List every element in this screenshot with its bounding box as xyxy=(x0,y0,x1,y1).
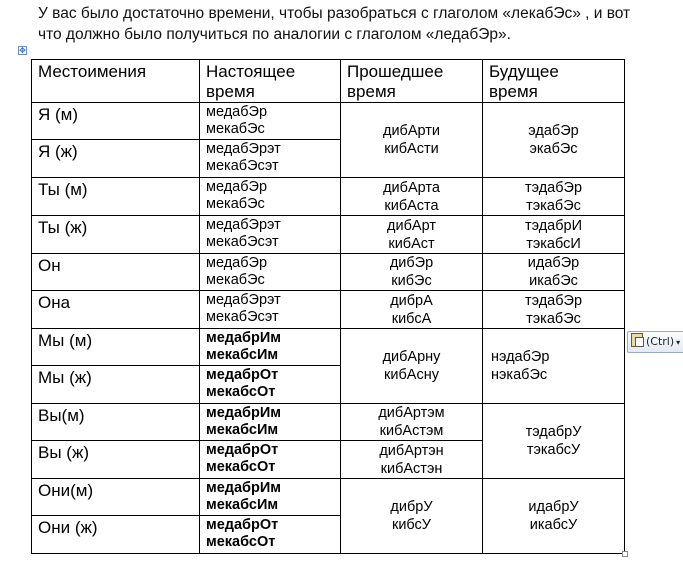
pronoun-label: Он xyxy=(38,256,61,275)
future-form: идабрУ xyxy=(528,499,579,515)
future-form: тэкабЭс xyxy=(526,197,581,214)
past-form: дибАрну xyxy=(382,349,441,365)
present-form: медабЭр xyxy=(206,179,268,195)
present-cell xyxy=(200,254,341,291)
past-cell-on xyxy=(341,254,483,291)
past-form: кибсУ xyxy=(391,517,432,533)
header-present-line-2: время xyxy=(206,82,255,101)
present-cell xyxy=(200,366,341,404)
pronoun-cell xyxy=(32,404,200,441)
present-cell xyxy=(200,479,341,516)
header-pronoun-label: Местоимения xyxy=(38,62,147,81)
present-form: мекабсИм xyxy=(206,497,279,513)
past-form: кибсА xyxy=(391,310,432,327)
pronoun-cell xyxy=(32,140,200,178)
table-row xyxy=(32,254,625,291)
past-form: дибАртэн xyxy=(379,442,444,459)
intro-line-1: У вас было достаточно времени, чтобы разобраться с глаголом «лекабЭс» , и вот xyxy=(38,5,631,22)
table-row xyxy=(32,103,625,140)
pronoun-cell xyxy=(32,103,200,140)
past-cell-vy-f xyxy=(341,441,483,479)
table-row xyxy=(32,479,625,516)
pronoun-cell xyxy=(32,216,200,254)
past-form: кибАстэм xyxy=(379,423,444,439)
future-cell-ona xyxy=(483,291,625,329)
pronoun-label: Они (ж) xyxy=(38,518,98,537)
present-form: мекабЭсэт xyxy=(206,309,279,325)
present-form: мекабсОт xyxy=(206,534,276,550)
pronoun-label: Ты (ж) xyxy=(38,218,88,237)
table-resize-handle[interactable] xyxy=(622,551,628,557)
future-form: тэкабсИ xyxy=(526,235,581,252)
past-form: дибАртэм xyxy=(378,405,445,421)
header-past-line-1: Прошедшее xyxy=(347,62,444,81)
paste-options-button[interactable] xyxy=(627,331,683,353)
present-cell xyxy=(200,329,341,366)
past-form: дибАрт xyxy=(387,217,436,234)
past-form: дибАрти xyxy=(382,123,441,139)
past-form: дибрУ xyxy=(390,499,433,515)
table-row xyxy=(32,216,625,254)
future-form: нэкабЭс xyxy=(491,367,548,383)
future-form: эдабЭр xyxy=(528,123,579,139)
chevron-down-icon: ▾ xyxy=(676,338,681,347)
past-cell-ty-f xyxy=(341,216,483,254)
future-form: икабсУ xyxy=(529,517,578,533)
future-form: тэдабЭр xyxy=(524,292,583,309)
future-form: экабЭс xyxy=(529,141,578,157)
present-cell xyxy=(200,516,341,554)
header-present-line-1: Настоящее xyxy=(206,62,296,81)
past-cell-vy-m xyxy=(341,404,483,441)
present-form: медабЭр xyxy=(206,104,268,120)
pronoun-cell xyxy=(32,178,200,216)
present-form: мекабсОт xyxy=(206,459,276,475)
future-cell-ty-m xyxy=(483,178,625,216)
table-header-row xyxy=(32,60,625,103)
present-cell xyxy=(200,103,341,140)
past-cell-ona xyxy=(341,291,483,329)
past-cell-ya xyxy=(341,103,483,178)
future-form: идабЭр xyxy=(527,255,580,271)
pronoun-label: Я (ж) xyxy=(38,142,78,161)
past-form: дибрА xyxy=(390,292,433,309)
present-form: медабрОт xyxy=(206,367,279,383)
past-form: дибАрта xyxy=(383,179,440,196)
clipboard-icon xyxy=(631,333,643,347)
paste-options-label: (Ctrl) xyxy=(646,335,675,348)
present-cell xyxy=(200,291,341,329)
table-move-handle-icon[interactable]: ✥ xyxy=(19,46,26,55)
present-cell xyxy=(200,140,341,178)
header-past xyxy=(341,60,483,103)
future-cell-ty-f xyxy=(483,216,625,254)
present-form: мекабЭс xyxy=(206,121,265,137)
present-cell xyxy=(200,404,341,441)
pronoun-label: Они(м) xyxy=(38,481,94,500)
conjugation-table xyxy=(31,59,625,554)
present-form: мекабЭсэт xyxy=(206,158,279,174)
pronoun-cell xyxy=(32,441,200,479)
pronoun-label: Мы (м) xyxy=(38,331,93,350)
pronoun-cell xyxy=(32,254,200,291)
present-form: мекабЭс xyxy=(206,196,265,212)
present-form: медабЭрэт xyxy=(206,292,281,308)
past-form: дибЭр xyxy=(389,255,434,271)
header-future-line-1: Будущее xyxy=(489,62,559,81)
present-form: медабрИм xyxy=(206,330,282,346)
pronoun-label: Мы (ж) xyxy=(38,368,92,387)
header-past-line-2: время xyxy=(347,82,396,101)
header-present xyxy=(200,60,341,103)
present-form: мекабЭсэт xyxy=(206,234,279,250)
future-cell-on xyxy=(483,254,625,291)
pronoun-cell xyxy=(32,366,200,404)
present-form: мекабсИм xyxy=(206,347,279,363)
pronoun-cell xyxy=(32,479,200,516)
future-form: икабЭс xyxy=(529,273,578,289)
pronoun-cell xyxy=(32,329,200,366)
present-cell xyxy=(200,441,341,479)
future-form: тэдабрИ xyxy=(524,217,583,234)
past-form: кибАста xyxy=(384,197,439,214)
table-row xyxy=(32,404,625,441)
present-form: медабрИм xyxy=(206,405,282,421)
future-cell-vy xyxy=(483,404,625,479)
table-row xyxy=(32,178,625,216)
pronoun-label: Вы (ж) xyxy=(38,443,89,462)
past-form: кибАсти xyxy=(384,141,439,157)
past-form: кибАст xyxy=(388,235,435,252)
table-row xyxy=(32,329,625,366)
intro-paragraph xyxy=(38,3,668,45)
present-form: мекабсОт xyxy=(206,384,276,400)
present-form: медабЭр xyxy=(206,255,268,271)
future-form: тэкабсУ xyxy=(526,442,581,458)
past-cell-ty-m xyxy=(341,178,483,216)
future-cell-ya xyxy=(483,103,625,178)
past-form: кибАсну xyxy=(384,367,439,383)
future-cell-my xyxy=(483,329,625,404)
present-form: медабЭрэт xyxy=(206,217,281,233)
header-pronoun xyxy=(32,60,200,103)
past-cell-oni xyxy=(341,479,483,554)
future-form: тэдабЭр xyxy=(524,179,583,196)
present-form: мекабсИм xyxy=(206,422,279,438)
past-form: кибЭс xyxy=(391,273,432,289)
pronoun-label: Она xyxy=(38,293,71,312)
pronoun-cell xyxy=(32,291,200,329)
pronoun-label: Я (м) xyxy=(38,105,79,124)
pronoun-label: Ты (м) xyxy=(38,180,88,199)
present-cell xyxy=(200,216,341,254)
pronoun-label: Вы(м) xyxy=(38,406,85,425)
table-row xyxy=(32,291,625,329)
future-cell-oni xyxy=(483,479,625,554)
present-form: медабрОт xyxy=(206,517,279,533)
intro-line-2: что должно было получиться по аналогии с глаголом «ледабЭр». xyxy=(38,26,511,43)
present-form: медабЭрэт xyxy=(206,141,281,157)
present-cell xyxy=(200,178,341,216)
header-future-line-2: время xyxy=(489,82,538,101)
pronoun-cell xyxy=(32,516,200,554)
present-form: мекабЭс xyxy=(206,272,265,288)
past-form: кибАстэн xyxy=(380,460,443,477)
present-form: медабрИм xyxy=(206,480,282,496)
present-form: медабрОт xyxy=(206,442,279,458)
past-cell-my xyxy=(341,329,483,404)
future-form: тэдабрУ xyxy=(525,424,582,440)
future-form: тэкабЭс xyxy=(526,310,581,327)
header-future xyxy=(483,60,625,103)
future-form: нэдабЭр xyxy=(491,349,550,365)
